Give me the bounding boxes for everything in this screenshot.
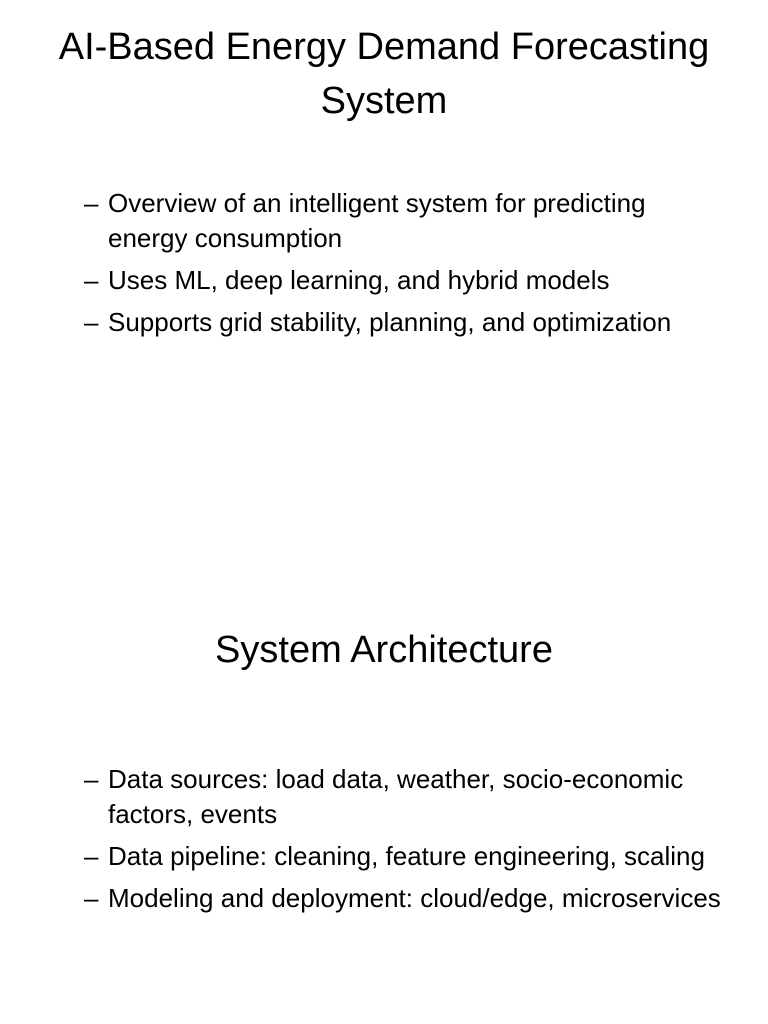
bullet-text: Data sources: load data, weather, socio-economic factors, events [108, 764, 684, 829]
dash-bullet-icon: – [84, 883, 99, 913]
bullet-item [84, 263, 724, 298]
slide-2 [0, 512, 768, 1024]
bullet-text: Uses ML, deep learning, and hybrid models [108, 265, 610, 295]
bullet-item [84, 839, 724, 874]
dash-bullet-icon: – [84, 265, 99, 295]
slide-title: AI-Based Energy Demand Forecasting System [58, 26, 710, 122]
dash-bullet-icon: – [84, 188, 99, 218]
bullet-text: Supports grid stability, planning, and optimization [108, 307, 672, 337]
bullet-text: Data pipeline: cleaning, feature engineering, scaling [108, 841, 705, 871]
dash-bullet-icon: – [84, 841, 99, 871]
bullet-text: Modeling and deployment: cloud/edge, microservices [108, 883, 721, 913]
dash-bullet-icon: – [84, 307, 99, 337]
bullet-item [84, 305, 724, 340]
dash-bullet-icon: – [84, 764, 99, 794]
bullet-item [84, 881, 724, 916]
bullet-item [84, 186, 724, 256]
bullet-text: Overview of an intelligent system for predicting energy consumption [108, 188, 646, 253]
bullet-list [84, 762, 724, 923]
slide-title: System Architecture [215, 629, 553, 671]
bullet-item [84, 762, 724, 832]
bullet-list [84, 186, 724, 347]
